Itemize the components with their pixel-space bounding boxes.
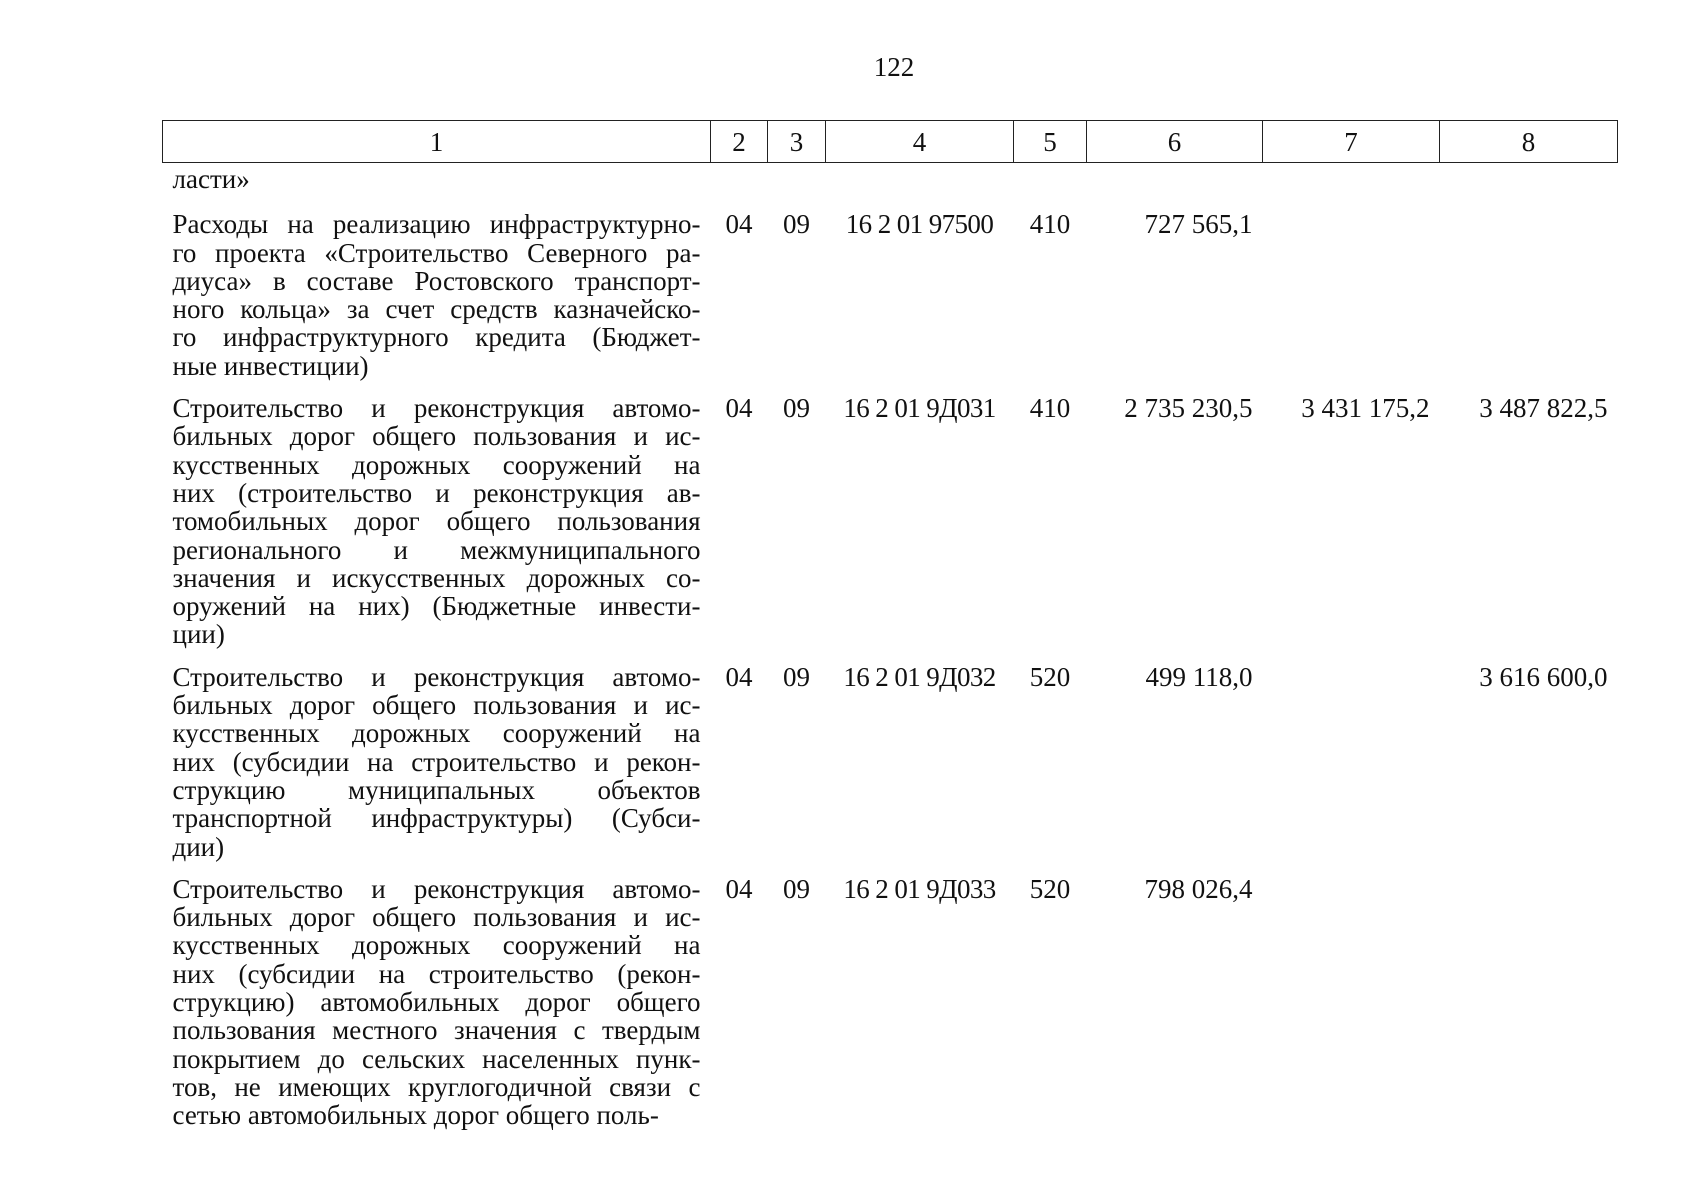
description-line: сетью автомобильных дорог общего поль- — [172, 1100, 659, 1131]
amount-col-7: 3 431 175,2 — [1301, 393, 1430, 424]
page-number: 122 — [873, 52, 915, 82]
target-article-code: 16 2 01 9Д031 — [843, 393, 996, 424]
row-description — [163, 394, 711, 663]
description-line: бильных дорог общего пользования и ис- — [172, 902, 701, 933]
header-col-7: 7 — [1263, 121, 1440, 163]
description-line: транспортной инфраструктуры) (Субси- — [172, 803, 701, 834]
subsection-code: 09 — [783, 873, 810, 904]
description-line: Строительство и реконструкция автомо- — [172, 873, 701, 904]
description-line: го проекта «Строительство Северного ра- — [172, 237, 701, 268]
table-header — [163, 121, 1618, 163]
description-line: регионального и межмуниципального — [172, 534, 701, 565]
description-line: значения и искусственных дорожных со- — [172, 562, 701, 593]
table-row — [163, 663, 1618, 875]
description-line: Строительство и реконструкция автомо- — [172, 393, 701, 424]
description-line: дии) — [172, 831, 225, 862]
amount-col-7 — [1263, 663, 1440, 875]
description-line: Строительство и реконструкция автомо- — [172, 661, 701, 692]
table-row — [163, 394, 1618, 663]
table-row — [163, 875, 1618, 1144]
description-line: тов, не имеющих круглогодичной связи с — [172, 1071, 701, 1102]
description-line: ного кольца» за счет средств казначейско- — [172, 294, 701, 325]
header-col-2: 2 — [711, 121, 768, 163]
section-code: 04 — [725, 873, 753, 904]
description-line: них (строительство и реконструкция ав- — [172, 477, 701, 508]
section-code: 04 — [725, 393, 753, 424]
amount-col-8 — [1440, 875, 1618, 1144]
expense-type-code: 410 — [1029, 209, 1071, 240]
description-line: них (субсидии на строительство (рекон- — [172, 958, 701, 989]
amount-col-7 — [1263, 210, 1440, 394]
subsection-code — [768, 163, 826, 211]
description-line: покрытием до сельских населенных пунк- — [172, 1043, 701, 1074]
header-col-4: 4 — [826, 121, 1014, 163]
table-row — [163, 163, 1618, 211]
subsection-code: 09 — [783, 393, 810, 424]
subsection-code: 09 — [783, 209, 810, 240]
amount-col-6: 499 118,0 — [1145, 661, 1253, 692]
amount-col-6 — [1087, 163, 1263, 211]
section-code — [711, 163, 768, 211]
target-article-code: 16 2 01 9Д033 — [843, 873, 996, 904]
description-line: бильных дорог общего пользования и ис- — [172, 690, 701, 721]
section-code: 04 — [725, 661, 753, 692]
description-line: томобильных дорог общего пользования — [172, 506, 701, 537]
header-col-1: 1 — [163, 121, 711, 163]
target-article-code — [826, 163, 1014, 211]
header-row — [163, 121, 1618, 163]
expense-type-code: 520 — [1029, 661, 1071, 692]
description-line: струкцию) автомобильных дорог общего — [172, 987, 701, 1018]
description-line: кусственных дорожных сооружений на — [172, 930, 701, 961]
target-article-code: 16 2 01 9Д032 — [843, 661, 996, 692]
section-code: 04 — [725, 209, 753, 240]
description-line: кусственных дорожных сооружений на — [172, 718, 701, 749]
description-line: диуса» в составе Ростовского транспорт- — [172, 265, 701, 296]
header-col-6: 6 — [1087, 121, 1263, 163]
header-col-8: 8 — [1440, 121, 1618, 163]
amount-col-6: 727 565,1 — [1144, 209, 1253, 240]
expense-type-code — [1014, 163, 1087, 211]
amount-col-6: 2 735 230,5 — [1124, 393, 1253, 424]
description-line: струкцию муниципальных объектов — [172, 774, 701, 805]
description-line: кусственных дорожных сооружений на — [172, 449, 701, 480]
amount-col-7 — [1263, 875, 1440, 1144]
table-body — [163, 163, 1618, 1144]
amount-col-8 — [1440, 210, 1618, 394]
amount-col-7 — [1263, 163, 1440, 211]
description-line: го инфраструктурного кредита (Бюджет- — [172, 322, 701, 353]
expense-type-code: 520 — [1029, 873, 1071, 904]
row-description — [163, 875, 711, 1144]
header-col-5: 5 — [1014, 121, 1087, 163]
description-line: них (субсидии на строительство и рекон- — [172, 746, 701, 777]
budget-table — [162, 120, 1618, 1144]
expense-type-code: 410 — [1029, 393, 1071, 424]
amount-col-8: 3 487 822,5 — [1479, 393, 1608, 424]
description-line: оружений на них) (Бюджетные инвести- — [172, 591, 701, 622]
description-line: Расходы на реализацию инфраструктурно- — [172, 209, 701, 240]
description-line: ные инвестиции) — [172, 350, 369, 381]
amount-col-8: 3 616 600,0 — [1479, 661, 1608, 692]
row-description — [163, 663, 711, 875]
amount-col-6: 798 026,4 — [1144, 873, 1253, 904]
description-line: бильных дорог общего пользования и ис- — [172, 421, 701, 452]
table-row — [163, 210, 1618, 394]
subsection-code: 09 — [783, 661, 810, 692]
row-description — [163, 163, 711, 211]
description-line: пользования местного значения с твердым — [172, 1015, 701, 1046]
header-col-3: 3 — [768, 121, 826, 163]
amount-col-8 — [1440, 163, 1618, 211]
row-description — [163, 210, 711, 394]
target-article-code: 16 2 01 97500 — [845, 209, 994, 240]
description-line: ласти» — [172, 164, 250, 194]
description-line: ции) — [172, 619, 225, 650]
